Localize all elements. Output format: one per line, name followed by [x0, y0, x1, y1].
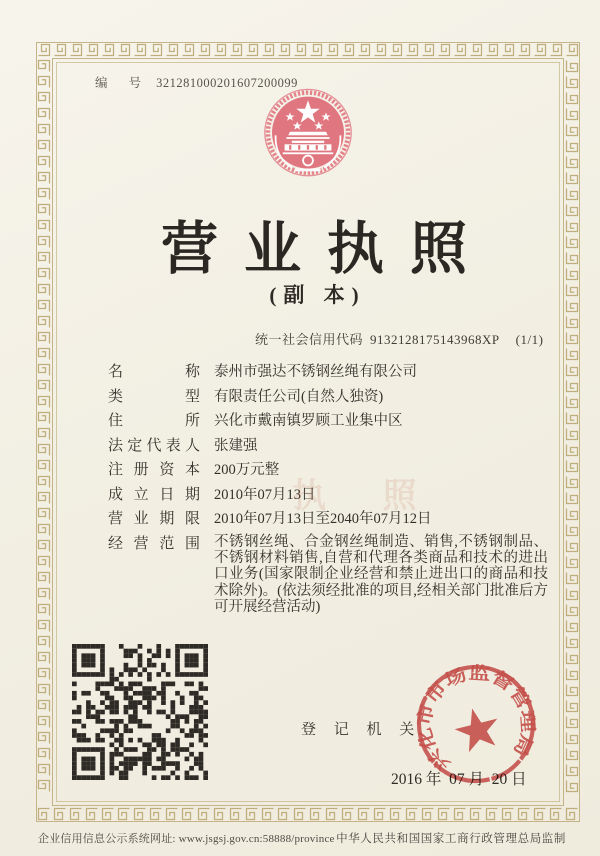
issue-date: 2016 年 07 月 20 日 — [391, 771, 527, 788]
field-value: 2010年07月13日 — [214, 486, 316, 503]
field-label: 类型 — [108, 388, 200, 405]
star-icon — [451, 703, 504, 754]
field-label: 名称 — [108, 364, 200, 380]
field-value: 泰州市强达不锈钢丝绳有限公司 — [214, 364, 417, 380]
license-title: 营业执照 — [161, 217, 493, 281]
field-value: 不锈钢丝绳、合金钢丝绳制造、销售,不锈钢制品、不锈钢材料销售,自营和代理各类商品和技术的进出口业务(国家限制企业经营和禁止进出口的商品和技术除外)。(依法须经批准的项目,经相关部门批准后方可开展经营活动) — [214, 533, 548, 616]
field-value: 2010年07月13日至2040年07月12日 — [214, 511, 432, 527]
license-subtitle: (副 本) — [269, 283, 366, 307]
field-value: 兴化市戴南镇罗顾工业集中区 — [214, 413, 403, 429]
field-value: 张建强 — [214, 437, 258, 454]
footer-site-url: 企业信用信息公示系统网址: www.jsgsj.gov.cn:58888/province — [38, 833, 335, 845]
page-indicator: (1/1) — [515, 332, 544, 347]
field-label: 注册资本 — [108, 462, 200, 478]
field-row-type — [108, 387, 548, 407]
field-row-address — [108, 411, 548, 431]
field-row-legal-representative — [108, 436, 548, 456]
seal-text: 兴化市市场监督管理局 — [413, 662, 538, 776]
qr-code — [72, 644, 208, 780]
credit-code-value: 9132128175143968XP — [370, 332, 500, 347]
field-label: 住所 — [108, 413, 200, 429]
watermark: 执 照 — [292, 478, 441, 515]
field-row-name — [108, 362, 548, 382]
field-label: 营业期限 — [108, 511, 200, 527]
field-value: 有限责任公司(自然人独资) — [214, 388, 384, 405]
field-label: 法定代表人 — [108, 437, 200, 454]
field-value: 200万元整 — [214, 462, 280, 478]
serial-label: 编 号 — [95, 76, 151, 90]
serial-number: 321281000201607200099 — [156, 76, 298, 90]
credit-code-label: 统一社会信用代码 — [255, 332, 364, 347]
field-label: 经营范围 — [108, 535, 200, 552]
registration-authority-label: 登 记 机 关 — [301, 722, 422, 738]
national-emblem-icon — [263, 80, 353, 196]
field-row-business-scope — [108, 534, 548, 616]
field-label: 成立日期 — [108, 486, 200, 503]
footer-producer: 中华人民共和国国家工商行政管理总局监制 — [336, 833, 566, 845]
credit-code-line — [255, 329, 543, 348]
